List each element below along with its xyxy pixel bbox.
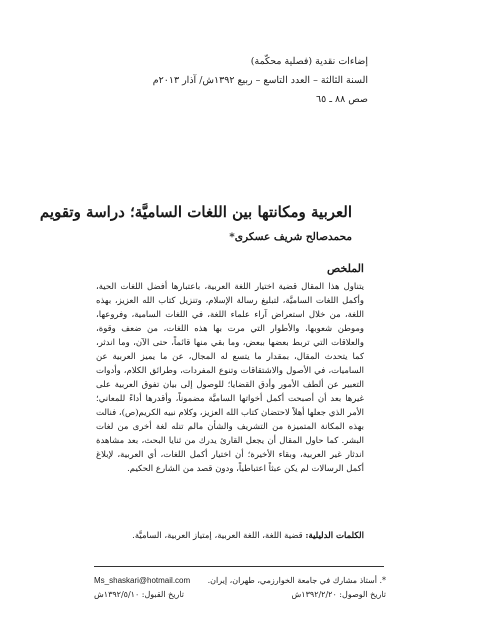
abstract-heading: الملخص: [327, 262, 364, 275]
footnote-divider: [94, 566, 384, 567]
accepted-date: تاريخ القبول: ١٣٩٢/٥/١٠ش: [94, 590, 184, 599]
keywords-label: الكلمات الدليلية:: [305, 531, 364, 541]
footnote-contact-block: [94, 574, 234, 602]
article-author: محمدصالح شريف عسكرى*: [229, 231, 352, 243]
keywords: [96, 529, 364, 543]
abstract-body: يتناول هذا المقال قضية اختيار اللغة العربية، باعتبارها أفضل اللغات الحية، وأكمل اللغات الساميَّة، لتبليغ رسالة الإسلام، وتنزيل كتاب الله العزيز، بهذه اللغة، من خلال استعراض آراء علماء اللغة، في اللغات السامية، وفروعها، وموطن شعوبها، والأطوار التي مرت بها هذه اللغات، من ضعف وقوة، والعلاقات التي تربط بعضها ببعض، وما بقي منها قائماً، حتى الآن، وما اندثر، كما يتحدث المقال، بمقدار ما يتسع له المجال، عن ما يميز العربية عن الساميات، في الأصول والاشتقاقات وتنوع المفردات، وطرائق الكلام، وأدوات التعبير عن ألطف الأمور وأدق القضايا؛ للوصول إلى بيان تفوق العربية على غيرها بعد أن أصبحت أكمل أخواتها الساميَّة مضموناً، وأقدرها أداءً للمعاني؛ الأمر الذي جعلها أهلاً لاحتضان كتاب الله العزيز، وكلام نبيه الكريم(ص)، فنالت بهذه المكانة المتميزة من التشريف والشأن مالم تنله لغة أخرى من لغات البشر. كما حاول المقال أن يجعل القارئ يدرك من ثنايا البحث، بعد مشاهدة اندثار غير العربية، وبقاء الأخيرة؛ أن اختيار أكمل اللغات، أي العربية، لإبلاغ أكمل الرسالات لم يكن عبثاً اعتباطياً، ودون قصد من الشارع الحكيم.: [96, 282, 364, 474]
journal-name: إضاءات نقدية (فصلية محكّمة): [250, 56, 368, 67]
journal-pages: صص ٨٨ ـ ٦٥: [316, 94, 368, 105]
author-email[interactable]: Ms_shaskari@hotmail.com: [94, 576, 191, 585]
journal-header: [98, 52, 368, 109]
received-date: تاريخ الوصول: ١٣٩٢/٢/٢٠ش: [291, 590, 386, 599]
keywords-text: قضية اللغة، اللغة العربية، إمتياز العربية، الساميَّة.: [132, 531, 303, 541]
footnote-affiliation: *. أستاذ مشارك في جامعة الخوارزمي، طهران، إيران.: [207, 576, 386, 585]
article-title: العربية ومكانتها بين اللغات الساميَّة؛ دراسة وتقويم: [39, 203, 352, 221]
journal-issue: السنة الثالثة – العدد التاسع – ربيع ١٣٩٢ش/ آذار ٢٠١٣م: [152, 75, 368, 86]
